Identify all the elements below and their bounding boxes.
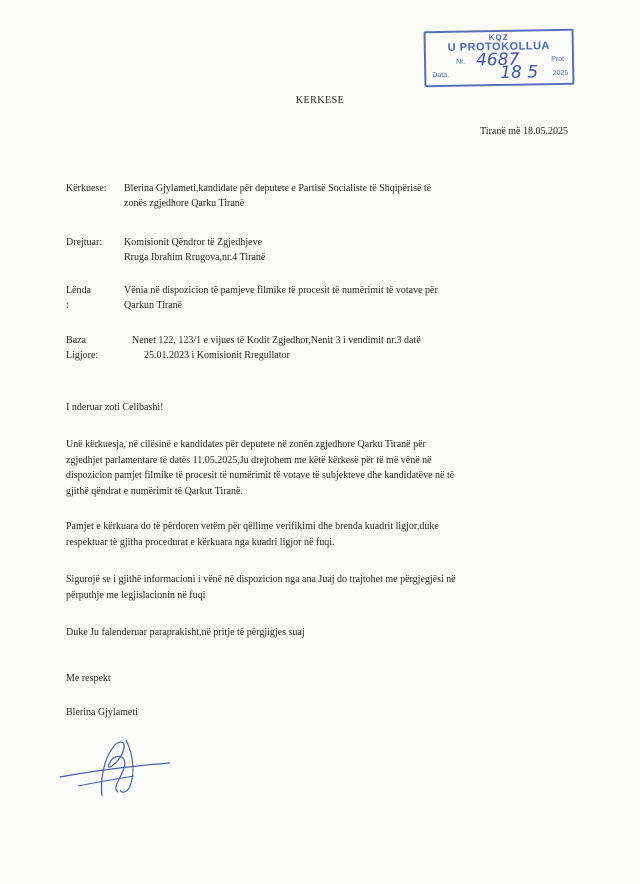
addressed-label: Drejtuar:: [66, 237, 103, 248]
stamp-year: 2025: [552, 69, 569, 78]
paragraph-line: gjithë qëndrat e numërimit të Qarkut Tiranë.: [66, 485, 243, 497]
stamp-title: U PROTOKOLLUA: [447, 40, 551, 54]
paragraph-line: përputhje me legjislacionin në fuqi: [66, 589, 206, 601]
addressed-line-1: Komisionit Qëndror të Zgjedhjeve: [124, 237, 263, 248]
paragraph-2: [66, 519, 586, 550]
paragraph-line: Duke Ju falenderuar paraprakisht,në pritje të përgjigjes suaj: [66, 627, 305, 638]
paragraph-line: Pamjet e kërkuara do të përdoren vetëm për qëllime verifikimi dhe brenda kuadrit ligjor,duke: [66, 521, 439, 532]
paragraph-line: zgjedhjet parlamentare të datës 11.05.2025,Ju drejtohem me këtë kërkesë për të më vënë në: [66, 454, 432, 466]
signer-name: Blerina Gjylameti: [66, 707, 138, 718]
paragraph-line: Unë kërkuesja, në cilësinë e kandidates për deputete në zonën zgjedhore Qarku Tiranë për: [66, 439, 426, 450]
stamp-org: KQZ: [488, 32, 509, 43]
handwritten-signature: [58, 732, 178, 800]
paragraph-4: [66, 625, 586, 641]
requester-line-2: zonës zgjedhore Qarku Tiranë: [124, 198, 245, 209]
closing: Me respekt: [66, 673, 111, 684]
legal-basis-line-2: 25.01.2023 i Komisionit Rregullator: [144, 350, 290, 361]
subject-label: Lënda :: [66, 285, 91, 311]
paragraph-3: [66, 572, 586, 603]
stamp-number-label: Nr.: [456, 58, 466, 66]
subject-line-2: Qarkun Tiranë: [124, 300, 183, 311]
stamp-date-value: 18 5: [500, 62, 539, 83]
place-date: Tiranë më 18.05.2025: [480, 126, 568, 137]
legal-basis-line-1: Nenet 122, 123/1 e vijues të Kodit Zgjedhor,Nenit 3 i vendimit nr.3 datë: [132, 335, 421, 346]
requester-label: Kërkuese:: [66, 183, 107, 194]
stamp-number-value: 4687: [475, 49, 520, 71]
paragraph-line: respektuar të gjitha procedurat e kërkuara nga kuadri ligjor në fuqi.: [66, 536, 335, 548]
stamp-protocol-label: Prot.: [551, 55, 567, 64]
document-title: KERKESE: [295, 95, 345, 106]
stamp-date-label: Data.: [432, 71, 450, 80]
greeting: I nderuar zoti Celibashi!: [66, 402, 164, 413]
paragraph-line: Sigurojë se i gjithë informacioni i vënë në dispozicion nga ana Juaj do trajtohet me përgjegjësi në: [66, 574, 456, 585]
legal-basis-label: Baza Ligjore:: [66, 335, 99, 361]
subject-line-1: Vënia në dispozicion të pamjeve filmike të procesit të numërimit të votave për: [124, 285, 438, 296]
addressed-line-2: Rruga Ibrahim Rrugova,nr.4 Tiranë: [124, 252, 266, 263]
paragraph-1: [66, 437, 586, 499]
protocol-stamp: [424, 29, 575, 88]
requester-line-1: Blerina Gjylameti,kandidate për deputete e Partisë Socialiste të Shqipërisë të: [124, 183, 432, 194]
paragraph-line: dispozicion pamjet filmike të procesit të numërimit të votave të subjekteve dhe kandidatëve në të: [66, 470, 455, 481]
